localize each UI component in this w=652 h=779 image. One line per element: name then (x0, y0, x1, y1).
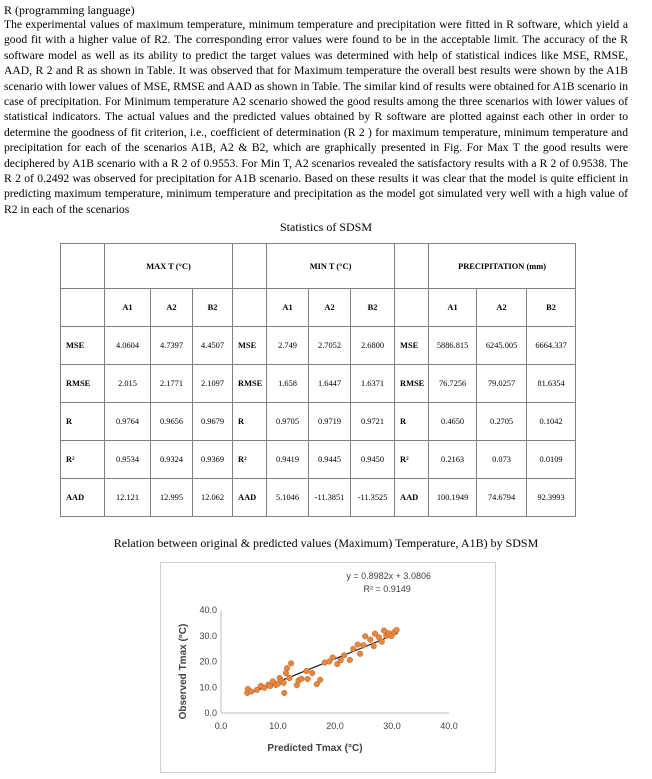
y-tick-label: 40.0 (199, 605, 217, 615)
table-cell: 0.9764 (105, 403, 151, 441)
table-cell: 4.0604 (105, 327, 151, 365)
table-cell: 0.9656 (151, 403, 193, 441)
table-cell: 74.6794 (477, 479, 527, 517)
data-point (341, 653, 347, 659)
table-cell: 81.6354 (527, 365, 576, 403)
table-cell: 0.9419 (267, 441, 309, 479)
data-point (304, 668, 310, 674)
scenario-header: A2 (477, 289, 527, 327)
statistics-table (60, 243, 576, 517)
data-point (248, 689, 254, 695)
r-squared-label: R² = 0.9149 (363, 584, 411, 594)
data-point (317, 677, 323, 683)
x-tick-label: 40.0 (440, 721, 458, 731)
table-caption: Statistics of SDSM (279, 220, 372, 234)
table-group-header-row (61, 244, 576, 289)
table-row (61, 403, 576, 441)
table-cell: 0.9534 (105, 441, 151, 479)
row-label: R² (61, 441, 105, 479)
table-row (61, 365, 576, 403)
row-label-repeat: R (233, 403, 267, 441)
data-point (284, 665, 290, 671)
table-cell: 2.015 (105, 365, 151, 403)
table-cell: 2.6800 (351, 327, 395, 365)
data-point (288, 661, 294, 667)
table-cell: 1.6371 (351, 365, 395, 403)
group-header-max-t: MAX T (°C) (105, 244, 233, 289)
table-cell: 0.9369 (193, 441, 233, 479)
table-cell: 0.9705 (267, 403, 309, 441)
scenario-header: B2 (351, 289, 395, 327)
scenario-header: B2 (193, 289, 233, 327)
data-point (350, 646, 356, 652)
scenario-header: A2 (151, 289, 193, 327)
section-heading: R (programming language) (4, 3, 135, 17)
table-cell: 100.1949 (429, 479, 477, 517)
spacer-cell (395, 289, 429, 327)
spacer-cell (233, 289, 267, 327)
table-cell: 0.9450 (351, 441, 395, 479)
chart-caption: Relation between original & predicted values (Maximum) Temperature, A1B) by SDSM (113, 536, 539, 550)
row-label-repeat: AAD (233, 479, 267, 517)
data-point (371, 643, 377, 649)
row-label: AAD (61, 479, 105, 517)
data-point (394, 627, 400, 633)
table-cell: 6664.337 (527, 327, 576, 365)
table-cell: 2.7052 (309, 327, 351, 365)
table-cell: 12.062 (193, 479, 233, 517)
table-row (61, 441, 576, 479)
row-label-repeat: AAD (395, 479, 429, 517)
table-cell: 0.0109 (527, 441, 576, 479)
data-point (357, 651, 363, 657)
scatter-chart (160, 562, 496, 773)
table-scenario-header-row (61, 289, 576, 327)
table-cell: 0.073 (477, 441, 527, 479)
table-cell: -11.3525 (351, 479, 395, 517)
scenario-header: A2 (309, 289, 351, 327)
data-point (281, 690, 287, 696)
corner-cell (61, 244, 105, 289)
data-point (347, 657, 353, 663)
table-cell: 6245.005 (477, 327, 527, 365)
data-point (299, 676, 305, 682)
scenario-header: A1 (267, 289, 309, 327)
table-cell: 5.1046 (267, 479, 309, 517)
table-row (61, 327, 576, 365)
row-label: R (61, 403, 105, 441)
scenario-header: A1 (105, 289, 151, 327)
scenario-header: B2 (527, 289, 576, 327)
scatter-chart-svg (161, 563, 495, 772)
table-cell: 0.4650 (429, 403, 477, 441)
table-cell: 2.1097 (193, 365, 233, 403)
y-tick-label: 10.0 (199, 682, 217, 693)
table-cell: 0.1042 (527, 403, 576, 441)
body-paragraph: The experimental values of maximum temperature, minimum temperature and precipitation were fitted in R software, which yield a good fit with a higher value of R2. The corresponding error values were found to be in the acceptable limit. The accuracy of the R software model as well as its ability to predict the target values was determined with help of statistical indices like MSE, RMSE, AAD, R 2 and R as shown in Table. It was observed that for Maximum temperature the overall best results were shown by the A1B scenario with lower values of MSE, RMSE and AAD as shown in Table. The similar kind of results were obtained for A1B scenario in case of precipitation. For Minimum temperature A2 scenario showed the good results among the three scenarios with lower values of statistical indicators. The actual values and the predicted values obtained by R software are plotted against each other in order to determine the goodness of fit criterion, i.e., coefficient of determination (R 2 ) for maximum temperature, minimum temperature and precipitation for each of the scenarios A1B, A2 & B2, which are graphically presented in Fig. For Max T the good results were deciphered by A1B scenario with a R 2 of 0.9553. For Min T, A2 scenarios revealed the satisfactory results with a R 2 of 0.9538. The R 2 of 0.2492 was observed for precipitation for A1B scenario. Based on these results it was clear that the model is quite efficient in predicting maximum temperature, minimum temperature and precipitation as the model got simulated very well with a high value of R2 in each of the scenarios (4, 18, 628, 216)
x-tick-label: 20.0 (326, 721, 344, 731)
table-cell: 4.7397 (151, 327, 193, 365)
data-point (309, 670, 315, 676)
spacer-cell (233, 244, 267, 289)
table-cell: 1.658 (267, 365, 309, 403)
table-cell: 2.1771 (151, 365, 193, 403)
table-cell: -11.3851 (309, 479, 351, 517)
row-label-repeat: RMSE (233, 365, 267, 403)
row-label-repeat: R² (233, 441, 267, 479)
data-point (355, 642, 361, 648)
row-label-repeat: MSE (395, 327, 429, 365)
y-tick-label: 0.0 (204, 708, 217, 718)
table-cell: 12.121 (105, 479, 151, 517)
table-cell: 0.9445 (309, 441, 351, 479)
row-label: MSE (61, 327, 105, 365)
spacer-cell (395, 244, 429, 289)
y-tick-label: 30.0 (199, 630, 217, 641)
row-label: RMSE (61, 365, 105, 403)
table-cell: 0.9721 (351, 403, 395, 441)
row-label-repeat: MSE (233, 327, 267, 365)
x-tick-label: 10.0 (269, 721, 287, 731)
table-cell: 0.2705 (477, 403, 527, 441)
table-cell: 92.3993 (527, 479, 576, 517)
y-axis-title: Observed Tmax (°C) (178, 623, 189, 720)
group-header-min-t: MIN T (°C) (267, 244, 395, 289)
table-cell: 0.9679 (193, 403, 233, 441)
data-point (281, 680, 287, 686)
group-header-precipitation: PRECIPITATION (mm) (429, 244, 576, 289)
data-point (338, 657, 344, 663)
x-axis-title: Predicted Tmax (°C) (267, 743, 363, 754)
data-point (361, 642, 367, 648)
row-label-repeat: R (395, 403, 429, 441)
data-point (379, 639, 385, 645)
table-cell: 79.0257 (477, 365, 527, 403)
table-cell: 5886.815 (429, 327, 477, 365)
y-tick-label: 20.0 (199, 656, 217, 667)
data-point (362, 633, 368, 639)
row-label-repeat: RMSE (395, 365, 429, 403)
data-point (330, 655, 336, 661)
table-cell: 12.995 (151, 479, 193, 517)
scenario-header: A1 (429, 289, 477, 327)
corner-cell (61, 289, 105, 327)
x-tick-label: 30.0 (383, 721, 401, 731)
table-cell: 0.9719 (309, 403, 351, 441)
data-point (368, 637, 374, 643)
row-label-repeat: R² (395, 441, 429, 479)
data-point (305, 676, 311, 682)
table-cell: 1.6447 (309, 365, 351, 403)
table-cell: 0.2163 (429, 441, 477, 479)
data-point (287, 675, 293, 681)
table-cell: 0.9324 (151, 441, 193, 479)
table-cell: 2.749 (267, 327, 309, 365)
table-row (61, 479, 576, 517)
table-cell: 4.4507 (193, 327, 233, 365)
x-tick-label: 0.0 (214, 721, 228, 731)
trendline-equation: y = 0.8982x + 3.0806 (346, 571, 431, 581)
table-cell: 76.7256 (429, 365, 477, 403)
